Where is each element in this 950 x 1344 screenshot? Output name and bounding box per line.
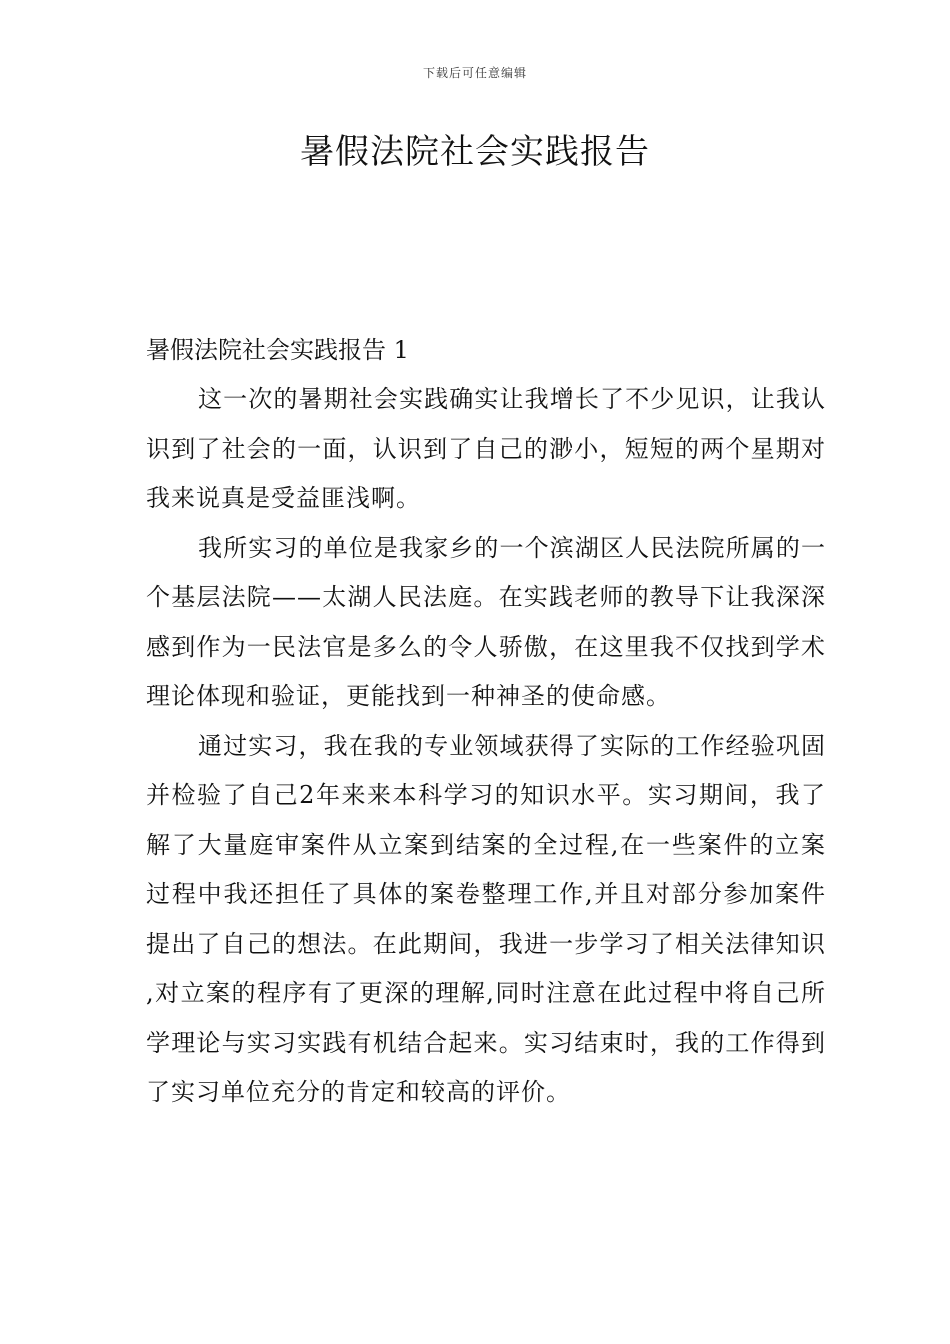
header-note: 下载后可任意编辑: [422, 66, 527, 80]
paragraph-1: 这一次的暑期社会实践确实让我增长了不少见识，让我认识到了社会的一面，认识到了自己的渺小，短短的两个星期对我来说真是受益匪浅啊。: [146, 385, 826, 512]
paragraph-2: 我所实习的单位是我家乡的一个滨湖区人民法院所属的一个基层法院——太湖人民法庭。在实践老师的教导下让我深深感到作为一民法官是多么的令人骄傲，在这里我不仅找到学术理论体现和验证，更能找到一种神圣的使命感。: [146, 533, 826, 710]
paragraph-3: 通过实习，我在我的专业领域获得了实际的工作经验巩固并检验了自己2年来来本科学习的知识水平。实习期间，我了解了大量庭审案件从立案到结案的全过程,在一些案件的立案过程中我还担任了具体的案卷整理工作,并且对部分参加案件提出了自己的想法。在此期间，我进一步学习了相关法律知识,对立案的程序有了更深的理解,同时注意在此过程中将自己所学理论与实习实践有机结合起来。实习结束时，我的工作得到了实习单位充分的肯定和较高的评价。: [146, 731, 826, 1106]
section-heading: 暑假法院社会实践报告 1: [146, 336, 409, 364]
document-body: [146, 326, 826, 1118]
document-title: 暑假法院社会实践报告: [300, 132, 650, 172]
